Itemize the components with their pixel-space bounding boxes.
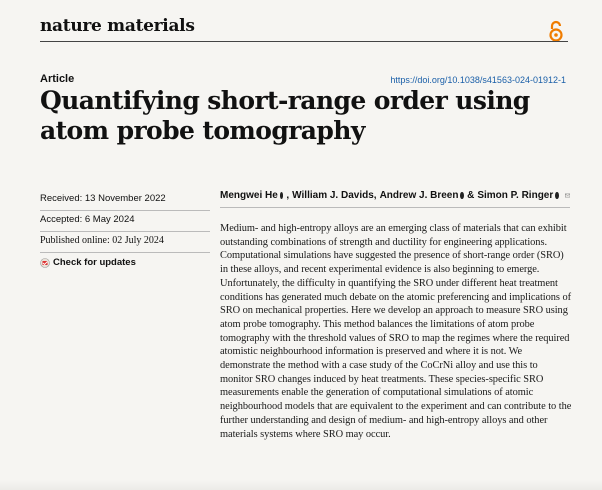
- author-list: [220, 190, 570, 201]
- author-separator: ,: [286, 190, 290, 201]
- authors-divider: [220, 207, 570, 208]
- check-updates-label: Check for updates: [53, 257, 136, 268]
- author-separator: &: [467, 190, 475, 201]
- author-name[interactable]: Andrew J. Breen: [379, 190, 459, 201]
- article-dates: [40, 190, 210, 268]
- check-for-updates-button[interactable]: [40, 253, 210, 268]
- open-access-lock-icon: [548, 20, 564, 42]
- author-name[interactable]: Simon P. Ringer: [477, 190, 554, 201]
- orcid-icon[interactable]: [460, 192, 464, 199]
- article-type-label: Article: [40, 73, 75, 85]
- mail-icon[interactable]: [565, 192, 570, 199]
- check-updates-icon: [40, 258, 50, 268]
- accepted-date: Accepted: 6 May 2024: [40, 211, 210, 232]
- published-date: Published online: 02 July 2024: [40, 232, 210, 253]
- page-edge: [0, 480, 602, 490]
- article-title: Quantifying short-range order using atom probe tomography: [40, 86, 530, 145]
- author-name[interactable]: William J. Davids: [292, 190, 374, 201]
- orcid-icon[interactable]: [555, 192, 559, 199]
- header-divider: [40, 41, 568, 42]
- orcid-icon[interactable]: [280, 192, 284, 199]
- author-name[interactable]: Mengwei He: [220, 190, 278, 201]
- received-date: Received: 13 November 2022: [40, 190, 210, 211]
- author-separator: ,: [373, 190, 377, 201]
- doi-link[interactable]: https://doi.org/10.1038/s41563-024-01912-1: [390, 75, 566, 85]
- journal-name[interactable]: nature materials: [40, 16, 195, 36]
- abstract-text: Medium- and high-entropy alloys are an emerging class of materials that can exhibit outstanding combinations of strength and ductility for engineering applications. Computational simulations have suggested the presence of short-range order (SRO) in these alloys, and recent experimental evidence is also beginning to emerge. Unfortunately, the difficulty in quantifying the SRO under different heat treatment conditions has generated much debate on the atomic preferencing and implications of SRO on mechanical properties. Here we develop an approach to measure SRO using atom probe tomography. This method balances the limitations of atom probe tomography with the threshold values of SRO to map the regimes where the required atomistic neighbourhood information is preserved and where it is not. We demonstrate the method with a case study of the CoCrNi alloy and use this to monitor SRO changes induced by heat treatments. These species-specific SRO measurements enable the generation of computational simulations of atomic neighbourhood models that are equivalent to the experiment and can contribute to the further understanding and design of medium- and high-entropy alloys and other materials systems where SRO may occur.: [220, 223, 572, 440]
